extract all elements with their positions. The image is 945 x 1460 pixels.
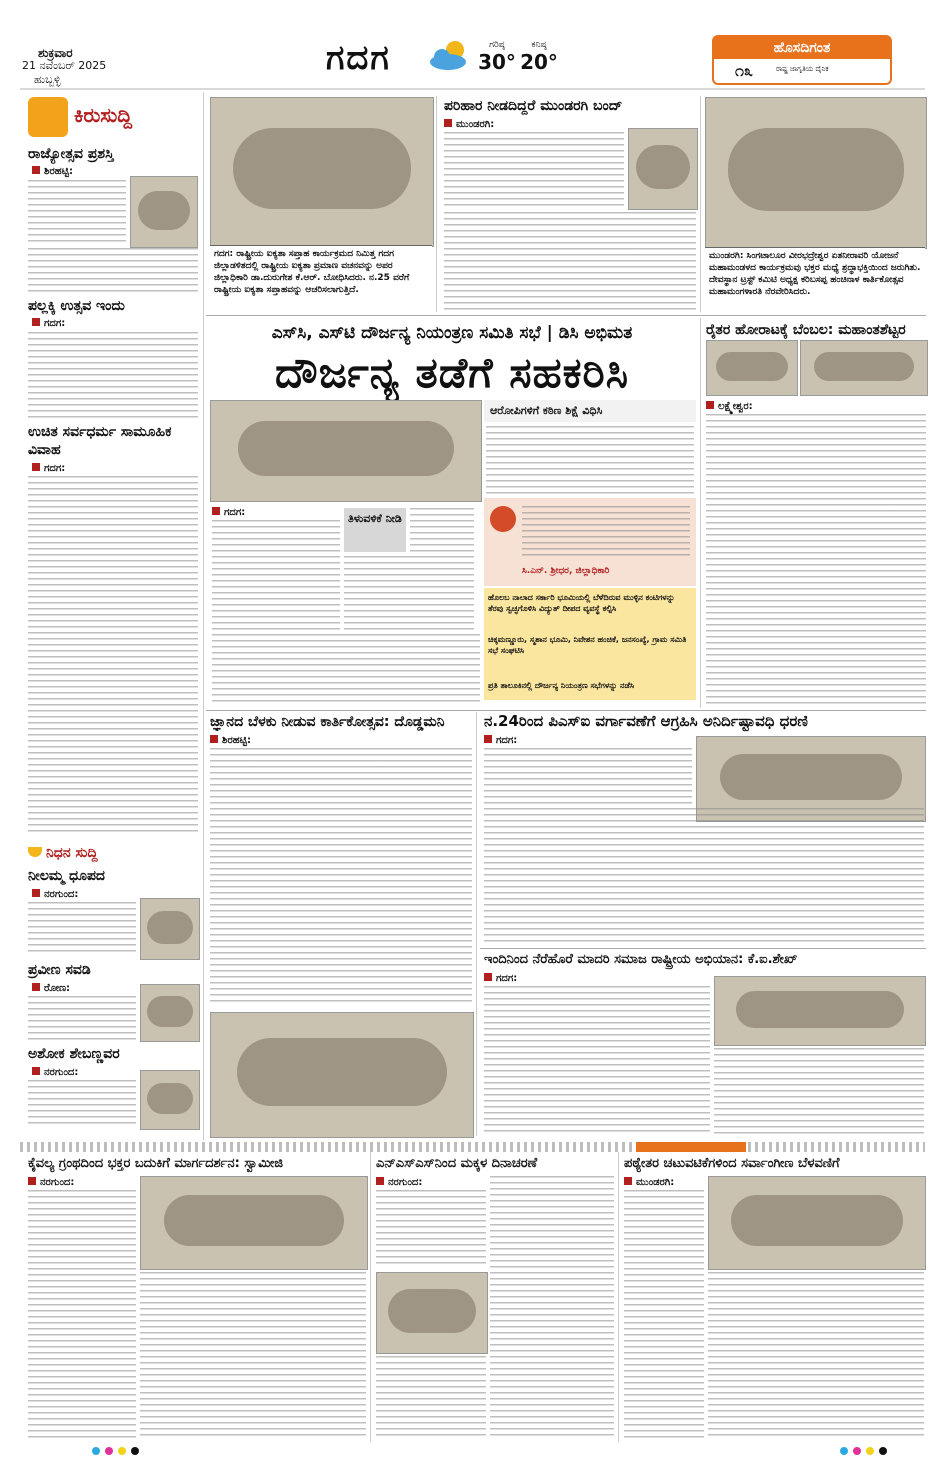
lead-headline: ದೌರ್ಜನ್ಯ ತಡೆಗೆ ಸಹಕರಿಸಿ: [274, 348, 629, 397]
obit-name-1: ನೀಲಮ್ಮ ಧೂಪದ: [28, 868, 105, 884]
nss-head: ಎನ್‌ಎಸ್‌ಎಸ್‌ನಿಂದ ಮಕ್ಕಳ ದಿನಾಚರಣೆ: [376, 1156, 538, 1171]
obit-name-2: ಪ್ರವೀಣ ಸವಡಿ: [28, 962, 91, 978]
obit-photo-1: [140, 898, 200, 960]
hand-icon: [28, 97, 68, 137]
nss-photo: [376, 1272, 488, 1354]
unity-pledge-caption: ಗದಗ: ರಾಷ್ಟ್ರೀಯ ಐಕ್ಯತಾ ಸಪ್ತಾಹ ಕಾರ್ಯಕ್ರಮದ ನಿಮಿತ್ತ ಗದಗ ಜಿಲ್ಲಾಡಳಿತದಲ್ಲಿ ರಾಷ್ಟ್ರೀಯ ಐಕ್ಯತಾ ಪ್ರಮಾಣ ವಚನವನ್ನು ಅಪರ ಜಿಲ್ಲಾಧಿಕಾರಿ ಡಾ.ದುರುಗೇಶ ಕೆ.ಆರ್. ಬೋಧಿಸಿದರು. ನ.25 ವರೆಗೆ ರಾಷ್ಟ್ರೀಯ ಐಕ್ಯತಾ ಸಪ್ತಾಹವನ್ನು ಆಚರಿಸಲಾಗುತ್ತಿದೆ.: [210, 245, 432, 311]
registration-marks-right: [840, 1440, 887, 1459]
brief-dateline-1: ಶಿರಹಟ್ಟಿ:: [32, 165, 73, 178]
kaivalya-photo: [140, 1176, 368, 1270]
points-box: ಹೊಲಬ ನಾಲಾದ ಸರ್ಕಾರಿ ಭೂಮಿಯಲ್ಲಿ ಬೆಳೆದಿರುವ ಮುಳ್ಳಿನ ಕಂಟಿಗಳನ್ನು ತೆರವು ಸ್ವಚ್ಛಗೊಳಿಸಿ ವಿದ್ಯುತ್ ದೀಪದ ವ್ಯವಸ್ಥೆ ಕಲ್ಪಿಸಿ ಚಿಕ್ಕಮಣ್ಣೂರು, ಸ್ಮಶಾನ ಭೂಮಿ, ನಿವೇಶನ ಹಂಚಿಕೆ, ಜನಸಂಖ್ಯೆ, ಗ್ರಾಮ ಸಮಿತಿ ಸಭೆ ಸಂಘಟಿಸಿ ಪ್ರತಿ ತಾಲೂಕಿನಲ್ಲಿ ದೌರ್ಜನ್ಯ ನಿಯಂತ್ರಣ ಸಭೆಗಳನ್ನು ನಡೆಸಿ: [484, 588, 696, 700]
extracurricular-head: ಪಠ್ಯೇತರ ಚಟುವಟಿಕೆಗಳಿಂದ ಸರ್ವಾಂಗೀಣ ಬೆಳವಣಿಗೆ: [624, 1156, 840, 1171]
unity-pledge-photo: [210, 97, 434, 247]
lead-subhead: ಆರೋಪಿಗಳಿಗೆ ಕಠಿಣ ಶಿಕ್ಷೆ ವಿಧಿಸಿ: [484, 400, 696, 422]
karthikotsava-photo: [210, 1012, 474, 1138]
min-temp: ಕನಿಷ್ಠ 20°: [520, 40, 558, 74]
mundaragi-bandh-head: ಪರಿಹಾರ ನೀಡದಿದ್ದರೆ ಮುಂಡರಗಿ ಬಂದ್: [444, 98, 623, 114]
karthikotsava-head: ಜ್ಞಾನದ ಬೆಳಕು ನೀಡುವ ಕಾರ್ತಿಕೋತ್ಸವ: ದೊಡ್ಡಮನಿ: [210, 714, 445, 730]
obit-photo-2: [140, 984, 200, 1042]
edition-place: ಹುಬ್ಬಳ್ಳಿ: [34, 73, 61, 86]
quote-box: ಸಿ.ಎನ್. ಶ್ರೀಧರ, ಜಿಲ್ಲಾಧಿಕಾರಿ: [484, 498, 696, 586]
farmers-support-head: ರೈತರ ಹೋರಾಟಕ್ಕೆ ಬೆಂಬಲ: ಮಹಾಂತಶೆಟ್ಟರ: [706, 322, 906, 338]
info-box-label: ತಿಳುವಳಿಕೆ ನೀಡಿ: [344, 508, 406, 552]
issue-date: 21 ನವೆಂಬರ್ 2025: [22, 59, 107, 72]
masthead-logo: ಹೊಸದಿಗಂತ ೧೩ ರಾಷ್ಟ್ರ ಜಾಗೃತಿಯ ದೈನಿಕ: [712, 35, 892, 85]
meeting-photo: [210, 400, 482, 502]
extracurricular-photo: [708, 1176, 926, 1270]
person-photo: [130, 176, 198, 248]
page-number: ೧೩: [735, 61, 753, 80]
kaivalya-head: ಕೈವಲ್ಯ ಗ್ರಂಥದಿಂದ ಭಕ್ತರ ಬದುಕಿಗೆ ಮಾರ್ಗದರ್ಶನ: ಸ್ವಾಮೀಜಿ: [28, 1156, 284, 1171]
obit-photo-3: [140, 1070, 200, 1130]
temple-ritual-caption: ಮುಂಡರಗಿ: ಸಿಂಗಟಾಲೂರ ವೀರಭದ್ರೇಶ್ವರ ಏತನೀರಾವರಿ ಯೋಜನೆ ಮಹಾಮಂಡಳದ ಕಾರ್ಯಕ್ರಮವು ಭಕ್ತರ ಮಧ್ಯೆ ಶ್ರದ್ಧಾಭಕ್ತಿಯಿಂದ ಜರುಗಿತು. ದೇವಸ್ಥಾನ ಟ್ರಸ್ಟ್ ಕಮಿಟಿ ಅಧ್ಯಕ್ಷ ಕರಿಬಸಪ್ಪ ಹಂಚಿನಾಳ ಕಾರ್ತಿಕೋತ್ಸವ ಮಹಾಮಂಗಳಾರತಿ ನೆರವೇರಿಸಿದರು.: [705, 247, 925, 311]
issue-day: ಶುಕ್ರವಾರ: [38, 46, 73, 60]
page-title: ಗದಗ: [326, 38, 391, 78]
farmers-photo-1: [706, 340, 798, 396]
lead-kicker: ಎಸ್‌ಸಿ, ಎಸ್‌ಟಿ ದೌರ್ಜನ್ಯ ನಿಯಂತ್ರಣ ಸಮಿತಿ ಸಭೆ | ಡಿಸಿ ಅಭಿಮತ: [271, 323, 633, 343]
kirusuddi-section-header: ಕಿರುಸುದ್ದಿ: [28, 97, 198, 137]
temple-ritual-photo: [705, 97, 927, 249]
leader-portrait: [628, 128, 698, 210]
lamp-icon: [28, 847, 42, 857]
weather-cloud-icon: [428, 38, 470, 72]
quote-icon: [490, 506, 516, 532]
max-temp: ಗರಿಷ್ಠ 30°: [478, 40, 516, 74]
obit-name-3: ಅಶೋಕ ಶೇಬಣ್ಣವರ: [28, 1046, 120, 1062]
brief-title-3: ಉಚಿತ ಸರ್ವಧರ್ಮ ಸಾಮೂಹಿಕ ವಿವಾಹ: [28, 424, 172, 458]
psi-transfer-head: ನ.24ರಿಂದ ಪಿಎಸ್‌ಐ ವರ್ಗಾವಣೆಗೆ ಆಗ್ರಹಿಸಿ ಅನಿರ್ದಿಷ್ಟಾವಧಿ ಧರಣಿ: [484, 712, 808, 730]
registration-marks: [92, 1440, 139, 1459]
campaign-photo: [714, 976, 926, 1046]
obit-section-header: ನಿಧನ ಸುದ್ದಿ: [28, 845, 98, 865]
brief-title-1: ರಾಜ್ಯೋತ್ಸವ ಪ್ರಶಸ್ತಿ: [28, 146, 114, 162]
brief-title-2: ಪಲ್ಲಕ್ಕಿ ಉತ್ಸವ ಇಂದು: [28, 298, 125, 314]
campaign-head: ಇಂದಿನಿಂದ ನೆರೆಹೊರೆ ಮಾದರಿ ಸಮಾಜ ರಾಷ್ಟ್ರೀಯ ಅಭಿಯಾನ: ಕೆ.ಐ.ಶೇಖ್: [484, 952, 798, 967]
farmers-photo-2: [800, 340, 928, 396]
